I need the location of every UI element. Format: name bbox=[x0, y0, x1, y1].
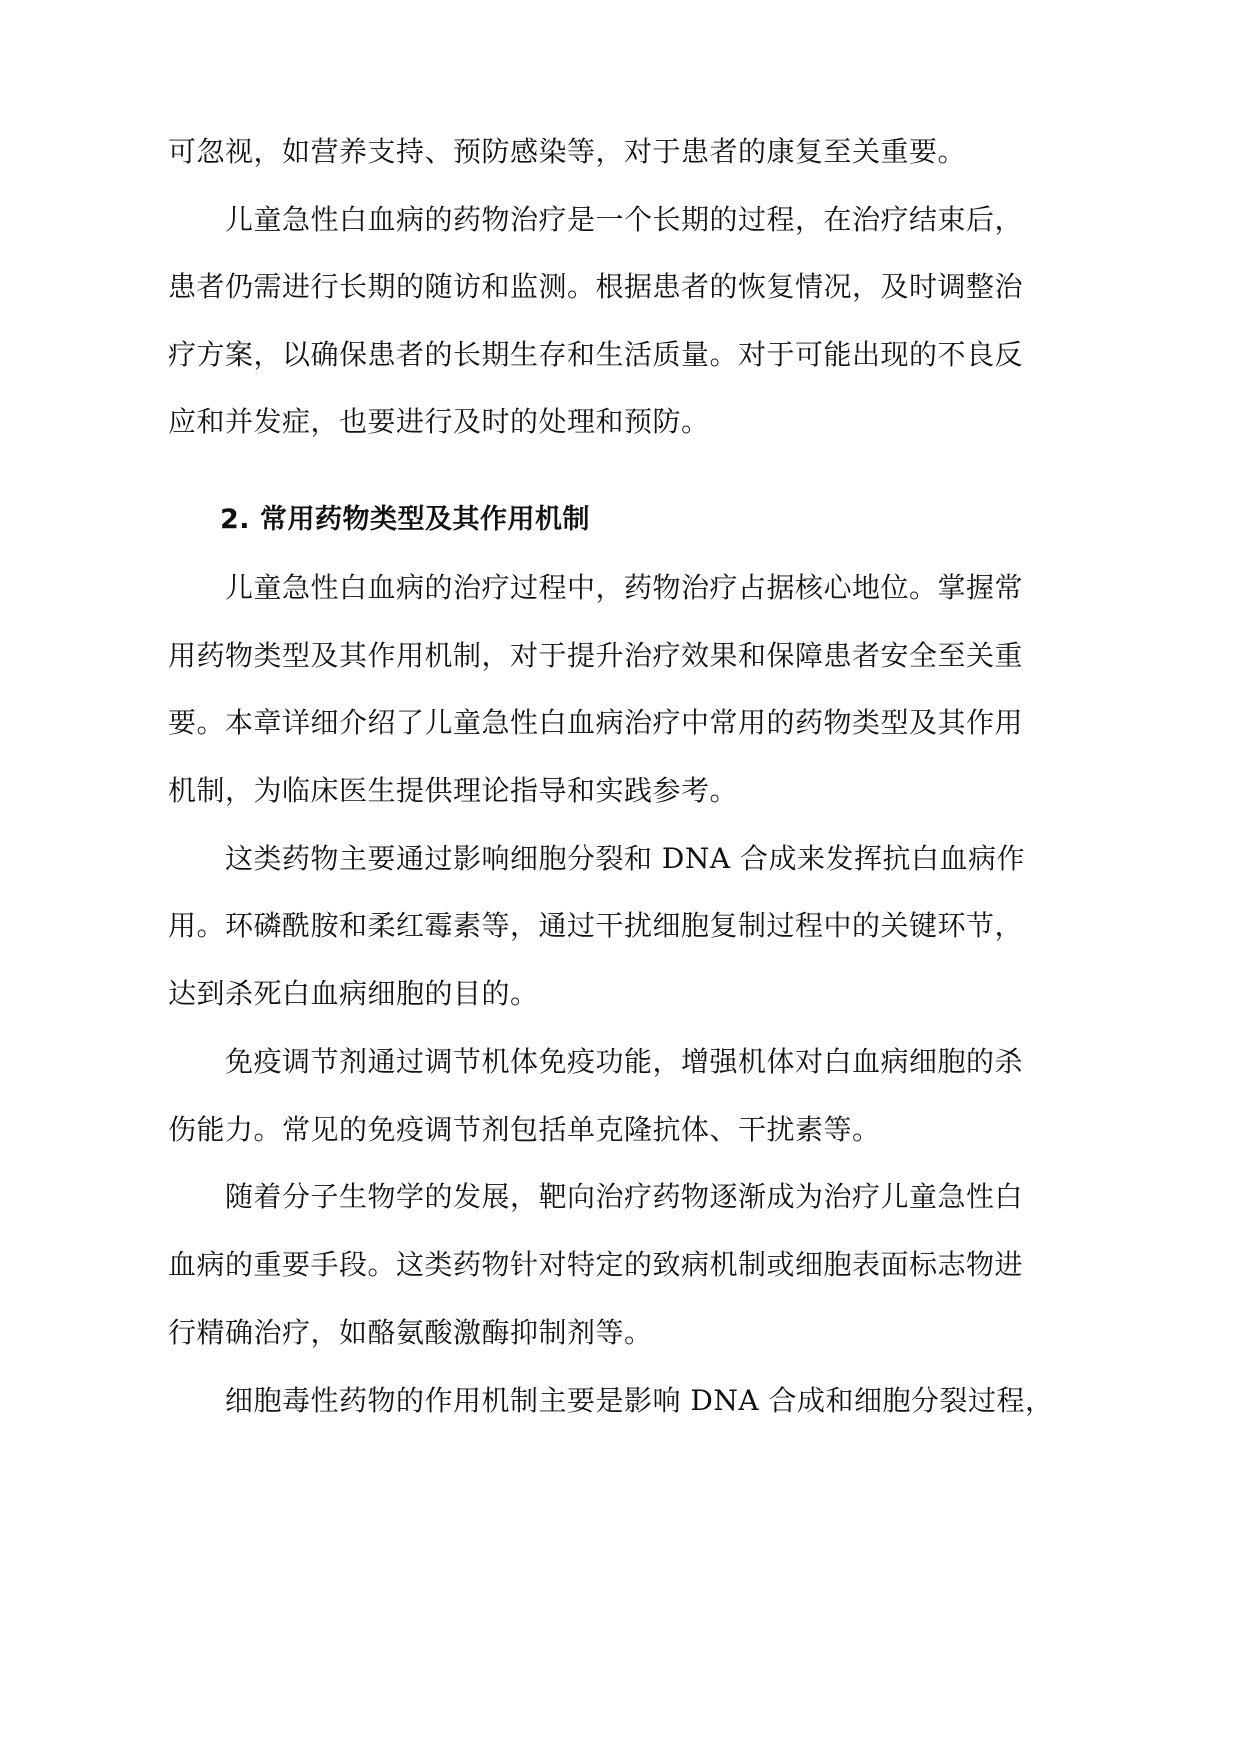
paragraph-line: 达到杀死白血病细胞的目的。 bbox=[168, 977, 539, 1010]
paragraph-line: 血病的重要手段。这类药物针对特定的致病机制或细胞表面标志物进 bbox=[168, 1248, 1024, 1281]
paragraph-line: 伤能力。常见的免疫调节剂包括单克隆抗体、干扰素等。 bbox=[168, 1113, 881, 1146]
paragraph-line: 这类药物主要通过影响细胞分裂和 DNA 合成来发挥抗白血病作 bbox=[225, 842, 1025, 875]
paragraph-line: 儿童急性白血病的药物治疗是一个长期的过程，在治疗结束后， bbox=[225, 203, 1024, 236]
paragraph-line: 要。本章详细介绍了儿童急性白血病治疗中常用的药物类型及其作用 bbox=[168, 706, 1024, 739]
paragraph-line: 用。环磷酰胺和柔红霉素等，通过干扰细胞复制过程中的关键环节， bbox=[168, 909, 1024, 942]
paragraph-line: 行精确治疗，如酪氨酸激酶抑制剂等。 bbox=[168, 1316, 653, 1349]
paragraph-line: 用药物类型及其作用机制，对于提升治疗效果和保障患者安全至关重 bbox=[168, 639, 1024, 672]
section-heading: 2. 常用药物类型及其作用机制 bbox=[220, 504, 590, 535]
paragraph-line: 机制，为临床医生提供理论指导和实践参考。 bbox=[168, 774, 739, 807]
paragraph-line: 随着分子生物学的发展，靶向治疗药物逐渐成为治疗儿童急性白 bbox=[225, 1180, 1024, 1213]
paragraph-line: 儿童急性白血病的治疗过程中，药物治疗占据核心地位。掌握常 bbox=[225, 571, 1024, 604]
paragraph-line: 免疫调节剂通过调节机体免疫功能，增强机体对白血病细胞的杀 bbox=[225, 1045, 1024, 1078]
paragraph-line: 应和并发症，也要进行及时的处理和预防。 bbox=[168, 405, 710, 438]
paragraph-line: 可忽视，如营养支持、预防感染等，对于患者的康复至关重要。 bbox=[168, 135, 967, 168]
paragraph-line: 患者仍需进行长期的随访和监测。根据患者的恢复情况，及时调整治 bbox=[168, 270, 1024, 303]
paragraph-line: 疗方案，以确保患者的长期生存和生活质量。对于可能出现的不良反 bbox=[168, 338, 1024, 371]
paragraph-line: 细胞毒性药物的作用机制主要是影响 DNA 合成和细胞分裂过程， bbox=[225, 1384, 1054, 1417]
